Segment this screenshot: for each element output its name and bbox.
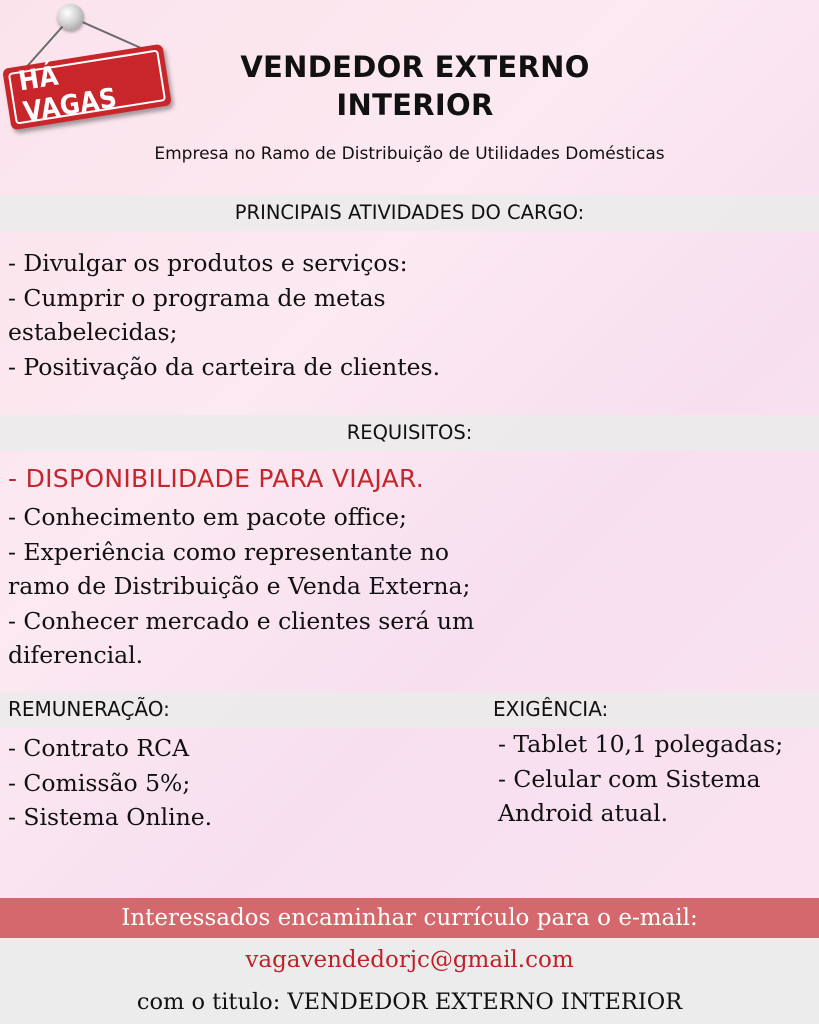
list-item: - Celular com Sistema: [498, 764, 761, 793]
requisitos-heading: REQUISITOS:: [346, 421, 473, 444]
job-title-line1: VENDEDOR EXTERNO: [240, 50, 590, 84]
list-item: estabelecidas;: [8, 318, 178, 346]
requisito-destaque: - DISPONIBILIDADE PARA VIAJAR.: [8, 464, 425, 493]
list-item: - Conhecer mercado e clientes será um: [8, 606, 475, 635]
atividades-heading: PRINCIPAIS ATIVIDADES DO CARGO:: [234, 201, 585, 224]
atividades-heading-band: [0, 195, 819, 231]
remuneracao-list: [8, 731, 212, 835]
list-item: - Divulgar os produtos e serviços:: [8, 249, 408, 277]
contact-email[interactable]: vagavendedorjc@gmail.com: [245, 947, 574, 973]
requisitos-list: [8, 500, 474, 673]
list-item: diferencial.: [8, 641, 144, 669]
list-item: - Positivação da carteira de clientes.: [8, 352, 441, 381]
job-title: [180, 48, 650, 124]
list-item: ramo de Distribuição e Venda Externa;: [8, 572, 471, 600]
remuneracao-heading: REMUNERAÇÃO:: [8, 697, 170, 721]
atividades-list: [8, 246, 440, 384]
list-item: - Conhecimento em pacote office;: [8, 503, 407, 531]
exigencia-list: [498, 727, 783, 831]
vagas-badge-group: [0, 0, 185, 145]
job-title-line2: INTERIOR: [336, 88, 494, 122]
pin-icon: [58, 4, 84, 30]
list-item: Android atual.: [498, 799, 669, 827]
company-subtitle: Empresa no Ramo de Distribuição de Utilidades Domésticas: [154, 144, 665, 164]
list-item: - Tablet 10,1 polegadas;: [498, 730, 784, 758]
list-item: - Comissão 5%;: [8, 768, 191, 797]
requisitos-heading-band: [0, 415, 819, 451]
list-item: - Experiência como representante no: [8, 537, 450, 566]
subject-instruction: com o titulo: VENDEDOR EXTERNO INTERIOR: [136, 989, 683, 1015]
cta-text: Interessados encaminhar currículo para o e-mail:: [121, 905, 698, 931]
list-item: - Sistema Online.: [8, 803, 213, 831]
list-item: - Contrato RCA: [8, 734, 190, 762]
badge-text: HÁ VAGAS: [16, 60, 120, 129]
list-item: - Cumprir o programa de metas: [8, 283, 386, 312]
exigencia-heading: EXIGÊNCIA:: [493, 697, 609, 721]
